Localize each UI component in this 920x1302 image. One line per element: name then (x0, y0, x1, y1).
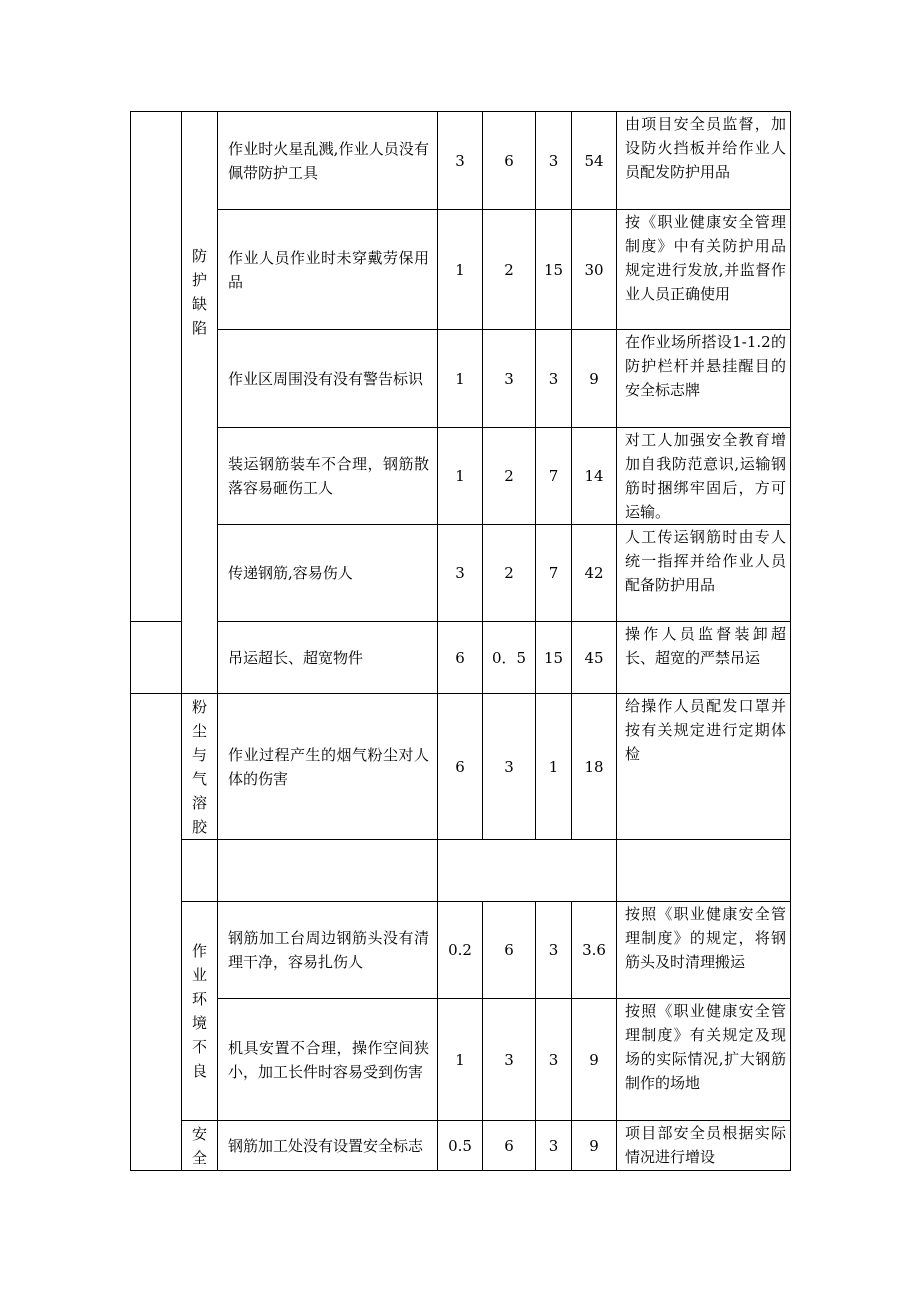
category-dust-label: 粉尘与气溶胶 (191, 697, 207, 836)
control-measure: 由项目安全员监督，加设防火挡板并给作业人员配发防护用品 (617, 112, 791, 210)
category-safety-cell (182, 1121, 218, 1171)
value-l: 1 (438, 330, 483, 428)
control-measure: 给操作人员配发口罩并按有关规定进行定期体检 (617, 694, 791, 840)
value-l: 6 (438, 622, 483, 694)
value-d: 9 (572, 330, 617, 428)
hazard-description: 钢筋加工处没有设置安全标志 (218, 1121, 438, 1171)
control-measure: 人工传运钢筋时由专人统一指挥并给作业人员配备防护用品 (617, 525, 791, 622)
value-d: 30 (572, 210, 617, 330)
table-row (131, 330, 791, 428)
hazard-description: 作业区周围没有没有警告标识 (218, 330, 438, 428)
value-d: 9 (572, 1121, 617, 1171)
control-measure: 按《职业健康安全管理制度》中有关防护用品规定进行发放,并监督作业人员正确使用 (617, 210, 791, 330)
table-row (131, 112, 791, 210)
value-l: 1 (438, 999, 483, 1121)
hazard-description: 作业人员作业时未穿戴劳保用品 (218, 210, 438, 330)
control-measure: 对工人加强安全教育增加自我防范意识,运输钢筋时捆绑牢固后，方可运输。 (617, 428, 791, 525)
value-c: 3 (536, 1121, 572, 1171)
table-row (131, 210, 791, 330)
value-e: 6 (483, 1121, 536, 1171)
value-d: 42 (572, 525, 617, 622)
blank-cell (131, 694, 182, 1171)
risk-assessment-table (130, 111, 791, 1171)
hazard-description: 传递钢筋,容易伤人 (218, 525, 438, 622)
category-protection-label: 防护缺陷 (191, 247, 207, 337)
control-measure: 在作业场所搭设1-1.2的防护栏杆并悬挂醒目的安全标志牌 (617, 330, 791, 428)
control-measure: 项目部安全员根据实际情况进行增设 (617, 1121, 791, 1171)
value-d (572, 840, 617, 902)
value-c: 15 (536, 210, 572, 330)
control-measure (617, 840, 791, 902)
table-row (131, 525, 791, 622)
value-l: 6 (438, 694, 483, 840)
value-d: 3.6 (572, 902, 617, 999)
value-l: 1 (438, 428, 483, 525)
category-safety-label: 安全 (191, 1124, 207, 1167)
value-e: 2 (483, 525, 536, 622)
value-d: 54 (572, 112, 617, 210)
hazard-description (218, 840, 438, 902)
blank-cell (131, 112, 182, 622)
hazard-description: 作业时火星乱溅,作业人员没有佩带防护工具 (218, 112, 438, 210)
table-row (131, 694, 791, 840)
blank-cell (131, 622, 182, 694)
value-c: 3 (536, 999, 572, 1121)
value-e: 3 (483, 330, 536, 428)
value-d: 9 (572, 999, 617, 1121)
hazard-description: 装运钢筋装车不合理，钢筋散落容易砸伤工人 (218, 428, 438, 525)
table-row (131, 1121, 791, 1171)
blank-cell (182, 840, 218, 902)
value-e: 2 (483, 428, 536, 525)
value-d: 18 (572, 694, 617, 840)
value-e: 6 (483, 112, 536, 210)
value-e: 3 (483, 694, 536, 840)
value-c: 3 (536, 330, 572, 428)
hazard-description: 钢筋加工台周边钢筋头没有清理干净，容易扎伤人 (218, 902, 438, 999)
value-e: 3 (483, 999, 536, 1121)
category-protection-cell (182, 112, 218, 694)
value-e (483, 840, 536, 902)
hazard-description: 作业过程产生的烟气粉尘对人体的伤害 (218, 694, 438, 840)
value-l: 3 (438, 112, 483, 210)
value-c (536, 840, 572, 902)
control-measure: 按照《职业健康安全管理制度》的规定，将钢筋头及时清理搬运 (617, 902, 791, 999)
category-environment-label: 作业环境不良 (191, 942, 207, 1080)
category-environment-cell (182, 902, 218, 1121)
value-e: 6 (483, 902, 536, 999)
table-row (131, 902, 791, 999)
value-c: 1 (536, 694, 572, 840)
value-l: 0.5 (438, 1121, 483, 1171)
table-row (131, 999, 791, 1121)
value-l: 0.2 (438, 902, 483, 999)
value-c: 7 (536, 428, 572, 525)
value-e: 2 (483, 210, 536, 330)
table-row (131, 622, 791, 694)
value-c: 7 (536, 525, 572, 622)
value-c: 15 (536, 622, 572, 694)
hazard-description: 机具安置不合理，操作空间狭小，加工长件时容易受到伤害 (218, 999, 438, 1121)
table-row (131, 428, 791, 525)
value-l: 3 (438, 525, 483, 622)
value-e: 0．5 (483, 622, 536, 694)
value-c: 3 (536, 902, 572, 999)
category-dust-cell (182, 694, 218, 840)
control-measure: 按照《职业健康安全管理制度》有关规定及现场的实际情况,扩大钢筋制作的场地 (617, 999, 791, 1121)
value-d: 45 (572, 622, 617, 694)
value-l (438, 840, 483, 902)
value-c: 3 (536, 112, 572, 210)
control-measure: 操作人员监督装卸超长、超宽的严禁吊运 (617, 622, 791, 694)
value-l: 1 (438, 210, 483, 330)
value-d: 14 (572, 428, 617, 525)
hazard-description: 吊运超长、超宽物件 (218, 622, 438, 694)
table-row (131, 840, 791, 902)
